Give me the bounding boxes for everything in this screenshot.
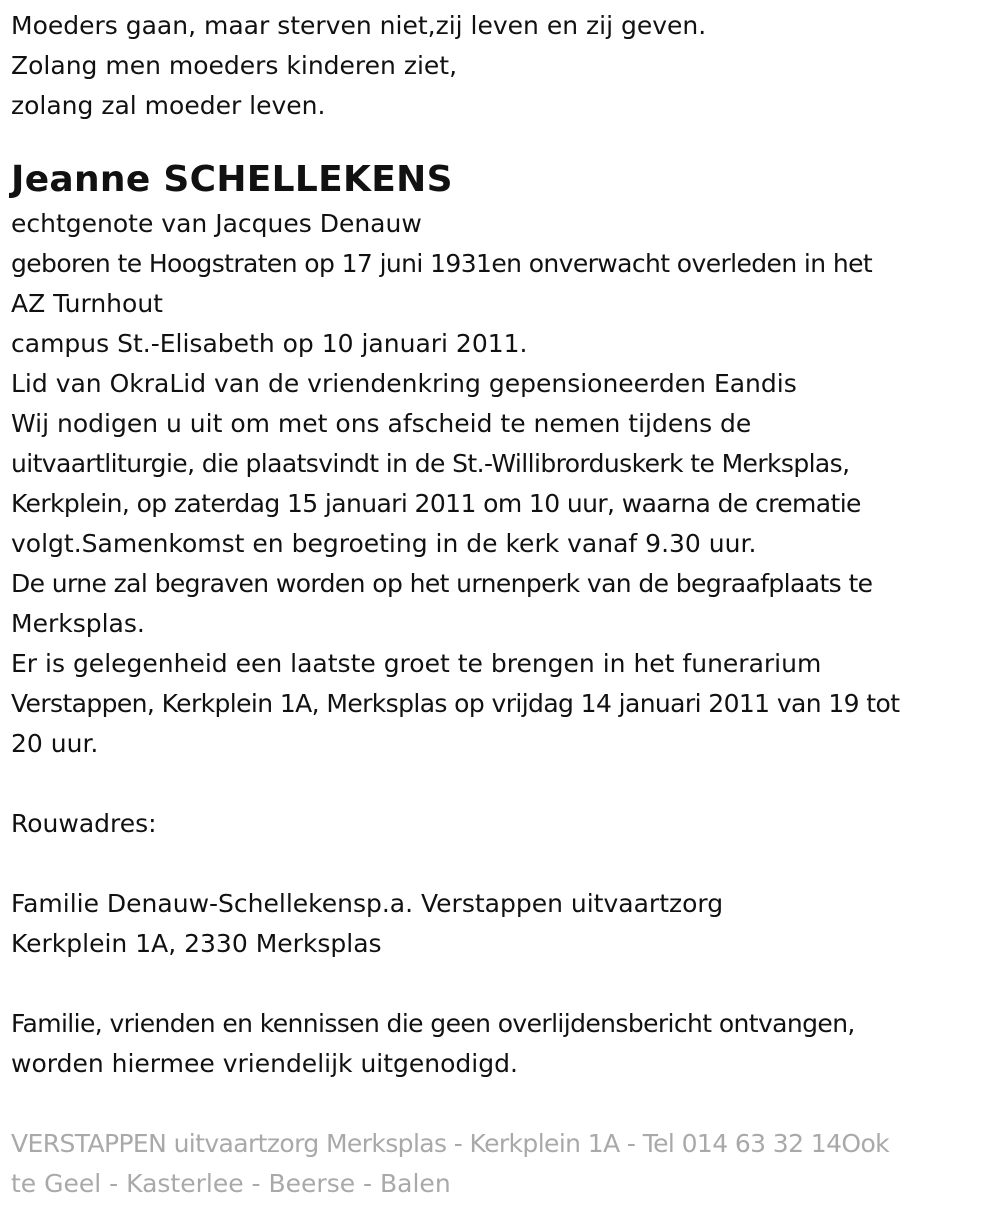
closing-line: worden hiermee vriendelijk uitgenodigd. [11,1049,518,1078]
closing-line: Familie, vrienden en kennissen die geen overlijdensbericht ontvangen, [11,1009,855,1038]
body-line: Kerkplein, op zaterdag 15 januari 2011 om 10 uur, waarna de crematie [11,489,861,518]
body-line: AZ Turnhout [11,289,163,318]
body-line: campus St.-Elisabeth op 10 januari 2011. [11,329,528,358]
body-line: volgt.Samenkomst en begroeting in de kerk vanaf 9.30 uur. [11,529,757,558]
closing-note [11,1004,1000,1084]
deceased-name: Jeanne SCHELLEKENS [11,159,453,200]
body-line: Lid van OkraLid van de vriendenkring gepensioneerden Eandis [11,369,797,398]
funeral-home-footer [11,1124,1000,1204]
body-line: Wij nodigen u uit om met ons afscheid te nemen tijdens de [11,409,752,438]
notice-body [11,204,1000,764]
body-line: Verstappen, Kerkplein 1A, Merksplas op vrijdag 14 januari 2011 van 19 tot [11,689,900,718]
poem-line: Moeders gaan, maar sterven niet,zij leven en zij geven. [11,11,707,40]
footer-line: te Geel - Kasterlee - Beerse - Balen [11,1169,451,1198]
body-line: uitvaartliturgie, die plaatsvindt in de St.-Willibrorduskerk te Merksplas, [11,449,850,478]
poem-line: Zolang men moeders kinderen ziet, [11,51,458,80]
spacer [11,964,1000,1004]
body-line: echtgenote van Jacques Denauw [11,209,422,238]
footer-line: VERSTAPPEN uitvaartzorg Merksplas - Kerkplein 1A - Tel 014 63 32 14Ook [11,1129,890,1158]
poem-line: zolang zal moeder leven. [11,91,326,120]
spacer [11,764,1000,804]
spacer [11,844,1000,884]
address-line: Familie Denauw-Schellekensp.a. Verstappen uitvaartzorg [11,889,724,918]
address-label: Rouwadres: [11,809,157,838]
address-block [11,884,1000,964]
body-line: 20 uur. [11,729,99,758]
body-line: geboren te Hoogstraten op 17 juni 1931en onverwacht overleden in het [11,249,873,278]
address-line: Kerkplein 1A, 2330 Merksplas [11,929,382,958]
spacer [11,1084,1000,1124]
body-line: Er is gelegenheid een laatste groet te brengen in het funerarium [11,649,822,678]
body-line: Merksplas. [11,609,145,638]
poem [11,6,1000,126]
body-line: De urne zal begraven worden op het urnenperk van de begraafplaats te [11,569,873,598]
